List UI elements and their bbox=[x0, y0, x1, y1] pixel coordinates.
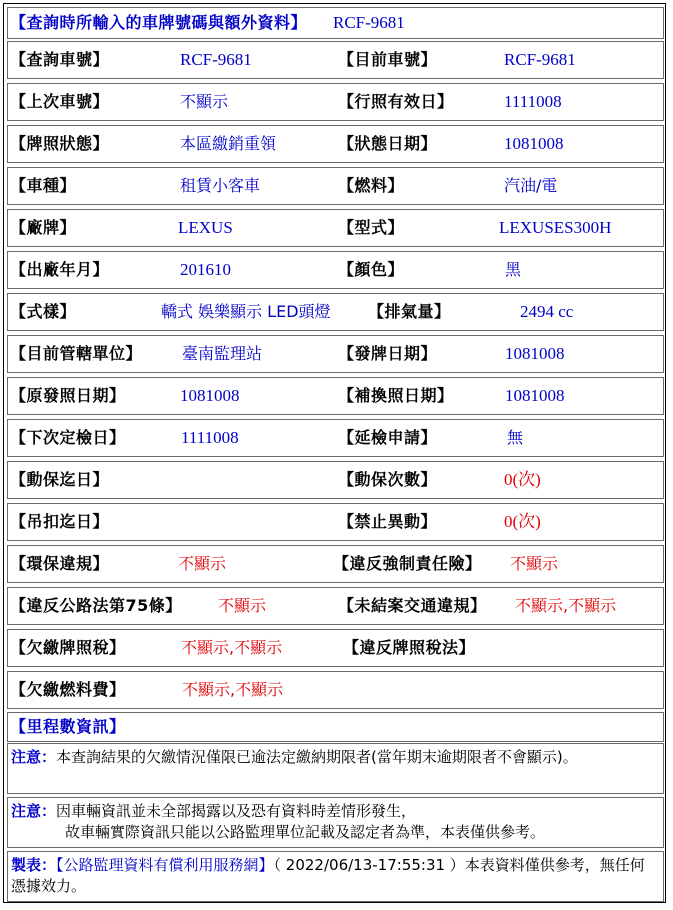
row-environment-violation bbox=[7, 545, 664, 583]
value-reissue-date: 1081008 bbox=[505, 386, 565, 405]
label-style: 【式樣】 bbox=[10, 302, 77, 321]
value-style: 轎式 娛樂顯示 LED頭燈 bbox=[161, 302, 331, 321]
value-brand: LEXUS bbox=[178, 218, 233, 237]
note-disclaimer bbox=[7, 797, 664, 848]
value-color: 黑 bbox=[505, 260, 522, 279]
mileage-info-label: 【里程數資訊】 bbox=[10, 717, 126, 736]
label-displacement: 【排氣量】 bbox=[368, 302, 451, 321]
label-highway-act-violation: 【違反公路法第75條】 bbox=[10, 596, 182, 615]
note-disclaimer-line1: 因車輛資訊並未全部揭露以及恐有資料時差情形發生， bbox=[56, 802, 417, 820]
value-open-traffic-violation: 不顯示,不顯示 bbox=[515, 596, 617, 615]
row-plate-status bbox=[7, 125, 664, 163]
value-model: LEXUSES300H bbox=[499, 218, 612, 237]
row-next-inspection bbox=[7, 419, 664, 457]
value-environment-violation: 不顯示 bbox=[178, 554, 227, 573]
label-license-tax-violation: 【違反牌照稅法】 bbox=[343, 638, 476, 657]
label-vehicle-type: 【車種】 bbox=[10, 176, 77, 195]
footer-report bbox=[7, 851, 664, 902]
label-environment-violation: 【環保違規】 bbox=[10, 554, 110, 573]
label-plate-status: 【牌照狀態】 bbox=[10, 134, 110, 153]
label-issue-date: 【發牌日期】 bbox=[338, 344, 438, 363]
label-current-plate: 【目前車號】 bbox=[338, 50, 438, 69]
label-jurisdiction: 【目前管轄單位】 bbox=[10, 344, 143, 363]
value-plate-status: 本區繳銷重領 bbox=[180, 134, 277, 153]
row-style bbox=[7, 293, 664, 331]
label-next-inspection: 【下次定檢日】 bbox=[10, 428, 126, 447]
value-status-date: 1081008 bbox=[504, 134, 564, 153]
footer-text-block bbox=[11, 855, 657, 897]
row-jurisdiction bbox=[7, 335, 664, 373]
value-original-license-date: 1081008 bbox=[180, 386, 240, 405]
value-transfer-ban: 0(次) bbox=[504, 512, 541, 531]
label-brand: 【廠牌】 bbox=[10, 218, 77, 237]
label-previous-plate: 【上次車號】 bbox=[10, 92, 110, 111]
value-insurance-violation: 不顯示 bbox=[510, 554, 559, 573]
value-manufacture-date: 201610 bbox=[180, 260, 231, 279]
row-manufacture-date bbox=[7, 251, 664, 289]
row-vehicle-type bbox=[7, 167, 664, 205]
label-license-tax-owed: 【欠繳牌照稅】 bbox=[10, 638, 126, 657]
label-chattel-mortgage-count: 【動保次數】 bbox=[338, 470, 438, 489]
value-displacement: 2494 cc bbox=[520, 302, 574, 321]
note-overdue-text: 本查詢結果的欠繳情況僅限已逾法定繳納期限者(當年期末逾期限者不會顯示)。 bbox=[56, 748, 578, 766]
value-query-plate: RCF-9681 bbox=[180, 50, 252, 69]
note-overdue-text-block bbox=[11, 747, 657, 768]
value-vehicle-type: 租賃小客車 bbox=[180, 176, 261, 195]
row-suspension bbox=[7, 503, 664, 541]
footer-text: （ 2022/06/13-17:55:31 ）本表資料僅供參考，無任何憑據效力。 bbox=[11, 856, 645, 895]
row-mileage-info bbox=[7, 712, 664, 742]
label-color: 【顏色】 bbox=[338, 260, 405, 279]
value-license-valid-date: 1111008 bbox=[504, 92, 562, 111]
value-previous-plate: 不顯示 bbox=[180, 92, 229, 111]
label-transfer-ban: 【禁止異動】 bbox=[338, 512, 438, 531]
row-previous-plate bbox=[7, 83, 664, 121]
query-title-plate: RCF-9681 bbox=[333, 13, 405, 32]
note-overdue-prefix: 注意： bbox=[11, 748, 57, 766]
label-fuel: 【燃料】 bbox=[338, 176, 405, 195]
value-highway-act-violation: 不顯示 bbox=[218, 596, 267, 615]
row-query-plate bbox=[7, 41, 664, 79]
note-disclaimer-text-block bbox=[11, 801, 657, 843]
label-insurance-violation: 【違反強制責任險】 bbox=[333, 554, 482, 573]
query-title-row bbox=[7, 7, 664, 39]
value-jurisdiction: 臺南監理站 bbox=[182, 344, 263, 363]
footer-source-link[interactable]: 【公路監理資料有償利用服務網】 bbox=[56, 856, 274, 874]
row-license-tax-owed bbox=[7, 629, 664, 667]
label-license-valid-date: 【行照有效日】 bbox=[338, 92, 454, 111]
label-manufacture-date: 【出廠年月】 bbox=[10, 260, 110, 279]
value-issue-date: 1081008 bbox=[505, 344, 565, 363]
label-model: 【型式】 bbox=[338, 218, 405, 237]
row-highway-act-violation bbox=[7, 587, 664, 625]
footer-prefix: 製表： bbox=[11, 856, 57, 874]
value-license-tax-owed: 不顯示,不顯示 bbox=[181, 638, 283, 657]
note-disclaimer-prefix: 注意： bbox=[11, 802, 57, 820]
value-next-inspection: 1111008 bbox=[181, 428, 239, 447]
row-original-license-date bbox=[7, 377, 664, 415]
note-overdue bbox=[7, 743, 664, 794]
label-open-traffic-violation: 【未結案交通違規】 bbox=[338, 596, 487, 615]
label-original-license-date: 【原發照日期】 bbox=[10, 386, 126, 405]
label-chattel-mortgage-end: 【動保迄日】 bbox=[10, 470, 110, 489]
value-current-plate: RCF-9681 bbox=[504, 50, 576, 69]
value-fuel: 汽油/電 bbox=[504, 176, 558, 195]
note-disclaimer-line2: 故車輛實際資訊只能以公路監理單位記載及認定者為準，本表僅供參考。 bbox=[65, 823, 546, 841]
value-fuel-fee-owed: 不顯示,不顯示 bbox=[182, 680, 284, 699]
row-chattel-mortgage bbox=[7, 461, 664, 499]
label-query-plate: 【查詢車號】 bbox=[10, 50, 110, 69]
label-inspection-extension: 【延檢申請】 bbox=[338, 428, 438, 447]
row-fuel-fee-owed bbox=[7, 671, 664, 709]
label-fuel-fee-owed: 【欠繳燃料費】 bbox=[10, 680, 126, 699]
row-brand bbox=[7, 209, 664, 247]
label-status-date: 【狀態日期】 bbox=[338, 134, 438, 153]
value-chattel-mortgage-count: 0(次) bbox=[504, 470, 541, 489]
value-inspection-extension: 無 bbox=[507, 428, 524, 447]
query-title-label: 【查詢時所輸入的車牌號碼與額外資料】 bbox=[10, 13, 308, 32]
label-suspension-end: 【吊扣迄日】 bbox=[10, 512, 110, 531]
label-reissue-date: 【補換照日期】 bbox=[338, 386, 454, 405]
